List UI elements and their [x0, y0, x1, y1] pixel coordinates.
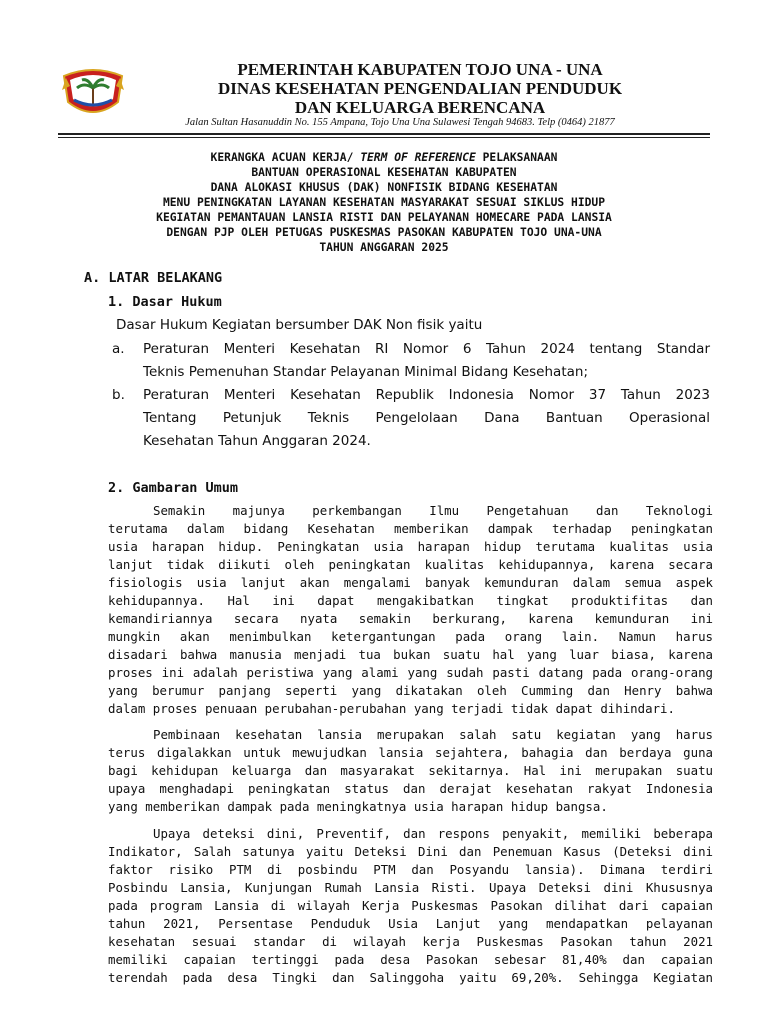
letterhead-rule-thin	[58, 137, 710, 138]
paragraph-line: tahun 2021, Persentase Penduduk Usia Lanjut yang mendapatkan pelayanan	[108, 916, 713, 931]
letterhead-address: Jalan Sultan Hasanuddin No. 155 Ampana, Tojo Una Una Sulawesi Tengah 94683. Telp (0464) 21877	[185, 117, 615, 128]
tor-title-line-3: DANA ALOKASI KHUSUS (DAK) NONFISIK BIDANG KESEHATAN	[210, 181, 558, 194]
paragraph-line: bagi kehidupan keluarga dan masyarakat sekitarnya. Hal ini merupakan suatu	[108, 763, 713, 778]
paragraph-line: yang memberikan dampak pada meningkatnya usia harapan hidup bangsa.	[108, 799, 608, 814]
list-item-line: Tentang Petunjuk Teknis Pengelolaan Dana Bantuan Operasional	[143, 410, 710, 426]
tor-title-line-2: BANTUAN OPERASIONAL KESEHATAN KABUPATEN	[251, 166, 517, 179]
paragraph-line: Semakin majunya perkembangan Ilmu Pengetahuan dan Teknologi	[153, 503, 713, 518]
section-a-heading: A. LATAR BELAKANG	[84, 270, 223, 286]
paragraph-line: kemandiriannya secara nyata semakin berkurang, karena kemunduran ini	[108, 611, 713, 626]
tor-title-suffix: PELAKSANAAN	[475, 151, 558, 164]
paragraph-line: terus digalakkan untuk mewujudkan lansia sejahtera, bahagia dan berdaya guna	[108, 745, 713, 760]
letterhead-rule-thick	[58, 133, 710, 135]
paragraph-line: terendah pada desa Tingki dan Salinggoha yaitu 69,20%. Sehingga Kegiatan	[108, 970, 713, 985]
paragraph-line: lanjut tidak diikuti oleh peningkatan kualitas kehidupannya, karena secara	[108, 557, 713, 572]
list-item-letter: b.	[112, 387, 125, 403]
paragraph-line: Upaya deteksi dini, Preventif, dan respons penyakit, memiliki beberapa	[153, 826, 713, 841]
tor-title-prefix: KERANGKA ACUAN KERJA/	[210, 151, 361, 164]
letterhead-line-3: DAN KELUARGA BERENCANA	[294, 98, 546, 117]
tor-title-line-4: MENU PENINGKATAN LAYANAN KESEHATAN MASYARAKAT SESUAI SIKLUS HIDUP	[162, 196, 606, 209]
paragraph-line: Posbindu Lansia, Kunjungan Rumah Lansia Risti. Upaya Deteksi dini Khususnya	[108, 880, 713, 895]
list-item-line: Peraturan Menteri Kesehatan RI Nomor 6 Tahun 2024 tentang Standar	[143, 341, 710, 357]
tor-title-line-6: DENGAN PJP OLEH PETUGAS PUSKESMAS PASOKAN KABUPATEN TOJO UNA-UNA	[166, 226, 602, 239]
paragraph-line: faktor risiko PTM di posbindu PTM dan Posyandu lansia). Dimana terdiri	[108, 862, 713, 877]
paragraph-line: proses ini adalah peristiwa yang alami yang sudah pasti datang pada orang-orang	[108, 665, 713, 680]
paragraph-line: terutama dalam bidang Kesehatan memberikan dampak terhadap peningkatan	[108, 521, 713, 536]
letterhead-line-2: DINAS KESEHATAN PENGENDALIAN PENDUDUK	[217, 79, 623, 98]
paragraph-line: yang berumur panjang seperti yang dikatakan oleh Cumming dan Henry bahwa	[108, 683, 713, 698]
paragraph-line: fisiologis usia lanjut akan mengalami banyak kemunduran dalam semua aspek	[108, 575, 713, 590]
paragraph-line: kesehatan sesuai standar di wilayah kerja Puskesmas Pasokan tahun 2021	[108, 934, 713, 949]
list-item-line: Teknis Pemenuhan Standar Pelayanan Minimal Bidang Kesehatan;	[143, 364, 588, 380]
paragraph-line: mungkin akan menimbulkan ketergantungan pada orang lain. Namun harus	[108, 629, 713, 644]
regency-emblem-icon	[62, 66, 124, 118]
tor-title-line-1	[58, 150, 710, 165]
subsection-2-heading: 2. Gambaran Umum	[108, 480, 239, 496]
paragraph-line: Pembinaan kesehatan lansia merupakan salah satu kegiatan yang harus	[153, 727, 713, 742]
subsection-1-heading: 1. Dasar Hukum	[108, 294, 222, 310]
paragraph-line: usia harapan hidup. Peningkatan usia harapan hidup terutama kualitas usia	[108, 539, 713, 554]
list-item-line: Peraturan Menteri Kesehatan Republik Indonesia Nomor 37 Tahun 2023	[143, 387, 710, 403]
paragraph-line: memiliki capaian tertinggi pada desa Pasokan sebesar 81,40% dan capaian	[108, 952, 713, 967]
list-item-letter: a.	[112, 341, 125, 357]
list-item-line: Kesehatan Tahun Anggaran 2024.	[143, 433, 371, 449]
paragraph-line: pada program Lansia di wilayah Kerja Puskesmas Pasokan dilihat dari capaian	[108, 898, 713, 913]
paragraph-line: kehidupannya. Hal ini dapat mengakibatkan tingkat produktifitas dan	[108, 593, 713, 608]
letterhead-line-1: PEMERINTAH KABUPATEN TOJO UNA - UNA	[237, 60, 603, 79]
tor-title-line-5: KEGIATAN PEMANTAUAN LANSIA RISTI DAN PELAYANAN HOMECARE PADA LANSIA	[156, 211, 612, 224]
paragraph-line: dalam proses penuaan perubahan-perubahan yang terjadi tidak dapat dihindari.	[108, 701, 675, 716]
dasar-hukum-intro: Dasar Hukum Kegiatan bersumber DAK Non fisik yaitu	[116, 317, 483, 333]
paragraph-line: upaya menghadapi peningkatan status dan derajat kesehatan rakyat Indonesia	[108, 781, 713, 796]
paragraph-line: disadari bahwa manusia menjadi tua bukan suatu hal yang luar biasa, karena	[108, 647, 713, 662]
paragraph-line: Indikator, Salah satunya yaitu Deteksi Dini dan Penemuan Kasus (Deteksi dini	[108, 844, 713, 859]
tor-title-italic: TERM OF REFERENCE	[360, 151, 476, 164]
tor-title-line-7: TAHUN ANGGARAN 2025	[319, 241, 449, 254]
